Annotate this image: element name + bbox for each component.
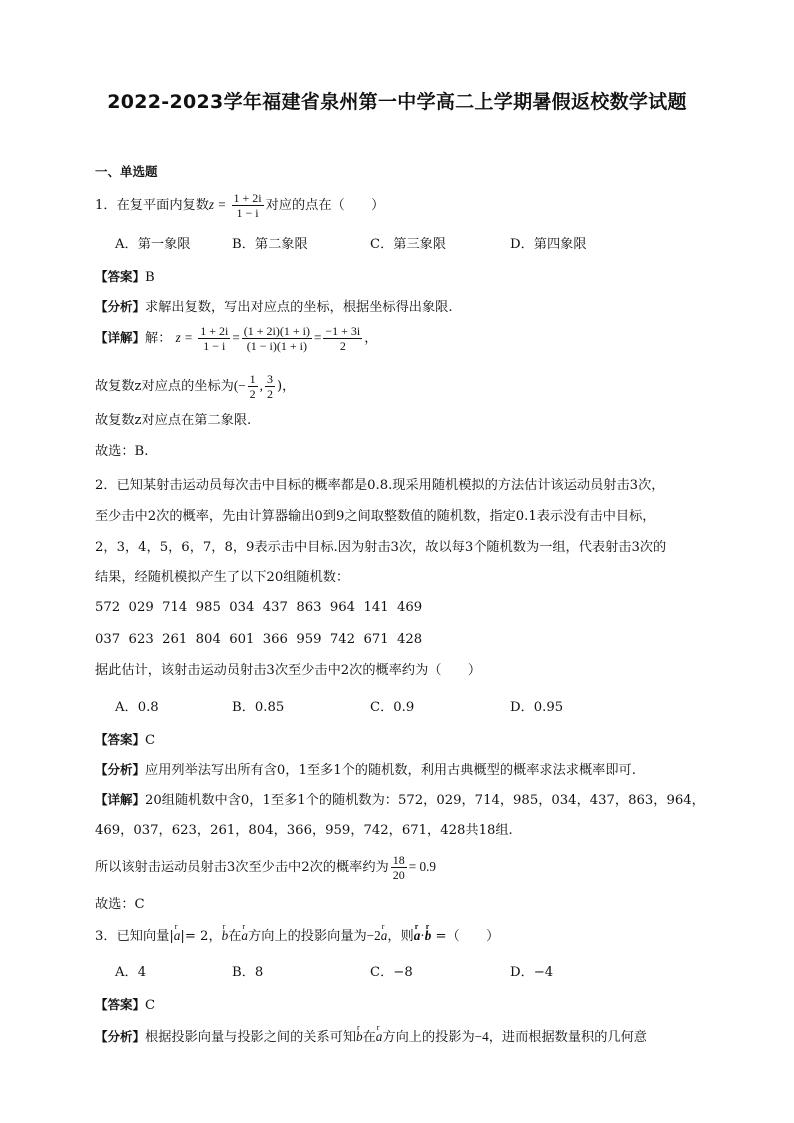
vector-b: r b [222, 926, 229, 946]
q2-numbers-2: 037 623 261 804 601 366 959 742 671 428 [95, 632, 423, 647]
coord-close: )， [276, 379, 296, 394]
question-1 [95, 191, 384, 220]
answer-value: C [145, 733, 156, 748]
q1-option-b: B．第二象限 [232, 237, 308, 252]
analysis-tag: 【分析】 [95, 762, 146, 777]
analysis-text: 求解出复数，写出对应点的坐标，根据坐标得出象限. [145, 300, 453, 315]
q2-answer [95, 730, 155, 751]
detail-frac-2-den: (1 − i)(1 + i) [246, 339, 307, 353]
detail-prefix: 解： [145, 331, 172, 346]
q2-detail-1 [95, 790, 705, 811]
section-heading: 一、单选题 [95, 164, 158, 179]
answer-tag: 【答案】 [95, 269, 146, 284]
q1-prefix: 1．在复平面内复数 [95, 198, 209, 213]
q3-part-6: =（ ） [431, 929, 500, 944]
coord-open: (− [233, 378, 246, 393]
q1-coordinate [95, 372, 295, 401]
q2-option-d: D．0.95 [510, 700, 564, 715]
detail-frac-2 [242, 324, 312, 353]
q3-option-d: D．−4 [510, 965, 554, 980]
vector-a: r a [381, 926, 388, 946]
q2-line-2: 至少击中2次的概率，先由计算器输出0到9之间取整数值的随机数，指定0.1表示没有击中目标， [95, 509, 656, 524]
vector-a: r a [376, 1027, 383, 1047]
comma: ， [364, 331, 378, 346]
vector-a: r a [174, 926, 181, 946]
coord-frac-2-den: 2 [266, 387, 273, 401]
detail-frac-3-den: 2 [339, 339, 346, 353]
q3-answer [95, 995, 155, 1016]
detail-frac-1-den: 1 − i [203, 339, 226, 353]
coord-prefix: 故复数z对应点的坐标为 [95, 379, 234, 394]
detail-tag: 【详解】 [95, 330, 146, 345]
analysis-text: 应用列举法写出所有含0，1至多1个的随机数，利用古典概型的概率求法求概率即可. [145, 763, 636, 778]
q1-option-a: A．第一象限 [115, 237, 191, 252]
q2-probability [95, 853, 436, 882]
detail-frac-1 [198, 324, 230, 353]
vector-b: r b [356, 1027, 363, 1047]
q1-suffix: 对应的点在（ ） [265, 198, 385, 213]
q2-line-4: 结果，经随机模拟产生了以下20组随机数： [95, 570, 350, 585]
q3-option-b: B．8 [232, 965, 264, 980]
q1-frac-num: 1 + 2i [233, 191, 262, 205]
q1-quadrant: 故复数z对应点在第二象限. [95, 413, 252, 428]
q1-z: z = [208, 197, 230, 212]
prob-fraction [391, 853, 407, 882]
prob-frac-den: 20 [392, 868, 405, 882]
detail-text: 20组随机数中含0，1至多1个的随机数为：572，029，714，985，034，437，863，964， [145, 793, 705, 808]
q3-part-4: 方向上的投影向量为 [248, 929, 367, 944]
analysis-value: −4 [474, 1029, 489, 1044]
prob-frac-num: 18 [392, 853, 405, 867]
q3-option-c: C．−8 [370, 965, 413, 980]
q1-option-c: C．第三象限 [370, 237, 447, 252]
q1-fraction [232, 191, 264, 220]
q2-line-1: 2．已知某射击运动员每次击中目标的概率都是0.8.现采用随机模拟的方法估计该运动员射击3次， [95, 478, 665, 493]
coord-sep: , [259, 378, 263, 393]
vector-a: r a [414, 926, 421, 946]
q2-ask: 据此估计，该射击运动员射击3次至少击中2次的概率约为（ ） [95, 663, 482, 678]
q3-part-3: 在 [228, 929, 242, 944]
coord-frac-2-num: 3 [266, 372, 273, 386]
q2-option-c: C．0.9 [370, 700, 415, 715]
q3-analysis [95, 1027, 647, 1048]
dot-operator: · [420, 928, 425, 943]
q2-option-a: A．0.8 [115, 700, 159, 715]
coord-frac-1-den: 2 [249, 387, 256, 401]
answer-tag: 【答案】 [95, 997, 146, 1012]
q2-numbers-1: 572 029 714 985 034 437 863 964 141 469 [95, 600, 423, 615]
coord-frac-1 [248, 372, 258, 401]
detail-frac-3-num: −1 + 3i [325, 324, 361, 338]
q2-detail-2: 469，037，623，261，804，366，959，742，671，428共18组. [95, 823, 513, 838]
detail-frac-2-num: (1 + 2i)(1 + i) [243, 324, 310, 338]
page-title: 2022-2023学年福建省泉州第一中学高二上学期暑假返校数学试题 [107, 91, 687, 113]
answer-value: C [145, 998, 156, 1013]
detail-frac-3 [323, 324, 362, 353]
q1-option-d: D．第四象限 [510, 237, 587, 252]
q1-frac-den: 1 − i [236, 206, 259, 220]
q2-analysis [95, 760, 636, 781]
vector-a: r a [241, 926, 248, 946]
q3-projection: −2 [366, 928, 381, 943]
q3-part-2: |= 2， [180, 929, 222, 944]
equals: = [232, 330, 240, 345]
detail-frac-1-num: 1 + 2i [200, 324, 229, 338]
coord-frac-2 [265, 372, 275, 401]
detail-z: z = [175, 330, 197, 345]
prob-suffix: = 0.9 [408, 859, 436, 874]
analysis-part-c: 方向上的投影为 [382, 1030, 475, 1045]
q1-choose: 故选：B. [95, 444, 149, 459]
prob-prefix: 所以该射击运动员射击3次至少击中2次的概率约为 [95, 860, 389, 875]
q2-line-3: 2，3，4，5，6，7，8，9表示击中目标.因为射击3次，故以每3个随机数为一组，代表射击3次的 [95, 540, 667, 555]
q2-option-b: B．0.85 [232, 700, 285, 715]
q3-part-5: ，则 [387, 929, 414, 944]
analysis-tag: 【分析】 [95, 1029, 146, 1044]
analysis-part-a: 根据投影向量与投影之间的关系可知 [145, 1030, 357, 1045]
analysis-part-b: 在 [362, 1030, 376, 1045]
answer-value: B [145, 270, 155, 285]
equals: = [313, 330, 322, 345]
q3-option-a: A．4 [115, 965, 147, 980]
q3-part-1: 3．已知向量| [95, 929, 174, 944]
question-3 [95, 926, 499, 947]
analysis-part-d: ，进而根据数量积的几何意 [488, 1030, 647, 1045]
analysis-tag: 【分析】 [95, 299, 146, 314]
coord-frac-1-num: 1 [249, 372, 256, 386]
q1-analysis [95, 297, 453, 318]
q2-choose: 故选：C [95, 897, 145, 912]
answer-tag: 【答案】 [95, 732, 146, 747]
q1-detail [95, 324, 377, 353]
vector-b: r b [425, 926, 432, 946]
q1-answer [95, 267, 155, 288]
detail-tag: 【详解】 [95, 792, 146, 807]
